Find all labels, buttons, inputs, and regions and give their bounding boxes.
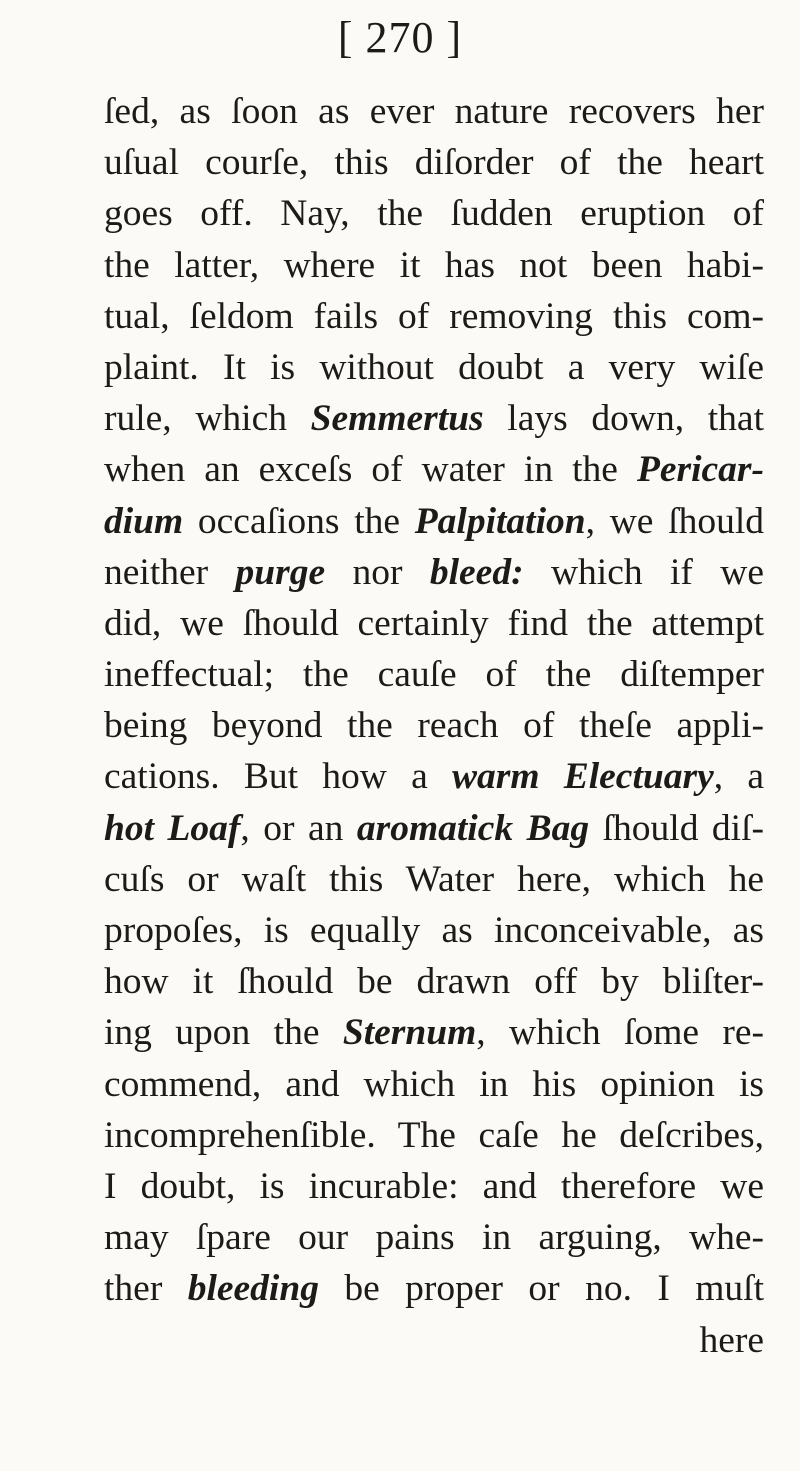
italic-term: Pericar- xyxy=(636,449,764,491)
italic-term: warm Electuary xyxy=(451,756,714,798)
text-line: the latter, where it has not been habi- xyxy=(104,244,764,286)
page-number: [ 270 ] xyxy=(337,13,463,62)
text-line: dium occaſions the Palpitation, we ſhould xyxy=(104,500,764,542)
text-line: ther bleeding be proper or no. I muſt xyxy=(104,1268,764,1310)
text-line: propoſes, is equally as inconceivable, as xyxy=(104,910,764,951)
text-line: being beyond the reach of theſe appli- xyxy=(104,705,764,747)
text-line: how it ſhould be drawn off by bliſter- xyxy=(104,961,764,1003)
italic-term: purge xyxy=(235,551,326,593)
text-line: goes off. Nay, the ſudden eruption of xyxy=(104,193,764,235)
text-line: uſual courſe, this diſorder of the heart xyxy=(104,142,764,184)
text-line: incomprehenſible. The caſe he deſcribes, xyxy=(104,1114,764,1156)
italic-term: bleeding xyxy=(187,1268,319,1310)
text-line: I doubt, is incurable: and therefore we xyxy=(104,1165,764,1207)
text-line: plaint. It is without doubt a very wiſe xyxy=(104,346,764,388)
catchword: here xyxy=(699,1319,764,1361)
text-line: cations. But how a warm Electuary, a xyxy=(104,756,764,798)
italic-term: dium xyxy=(104,500,184,542)
text-line: when an exceſs of water in the Pericar- xyxy=(104,449,764,491)
text-line: ing upon the Sternum, which ſome re- xyxy=(104,1012,765,1054)
italic-term: Semmertus xyxy=(310,398,484,440)
text-line: hot Loaf, or an aromatick Bag ſhould diſ- xyxy=(104,807,765,849)
italic-term: hot Loaf xyxy=(104,807,241,849)
text-line: neither purge nor bleed: which if we xyxy=(104,551,764,593)
text-line: ſed, as ſoon as ever nature recovers her xyxy=(104,91,764,132)
italic-term: aromatick Bag xyxy=(356,807,590,849)
italic-term: bleed: xyxy=(429,551,524,593)
italic-term: Sternum xyxy=(342,1012,477,1054)
italic-term: Palpitation xyxy=(414,500,586,542)
text-line: cuſs or waſt this Water here, which he xyxy=(104,858,764,900)
text-line: rule, which Semmertus lays down, that xyxy=(104,398,764,440)
text-line: tual, ſeldom fails of removing this com- xyxy=(104,295,764,337)
text-line: may ſpare our pains in arguing, whe- xyxy=(104,1217,764,1259)
text-line: commend, and which in his opinion is xyxy=(104,1063,764,1105)
text-line: did, we ſhould certainly find the attempt xyxy=(104,602,764,644)
text-line: ineffectual; the cauſe of the diſtemper xyxy=(104,654,764,696)
body-paragraph xyxy=(104,86,764,1366)
